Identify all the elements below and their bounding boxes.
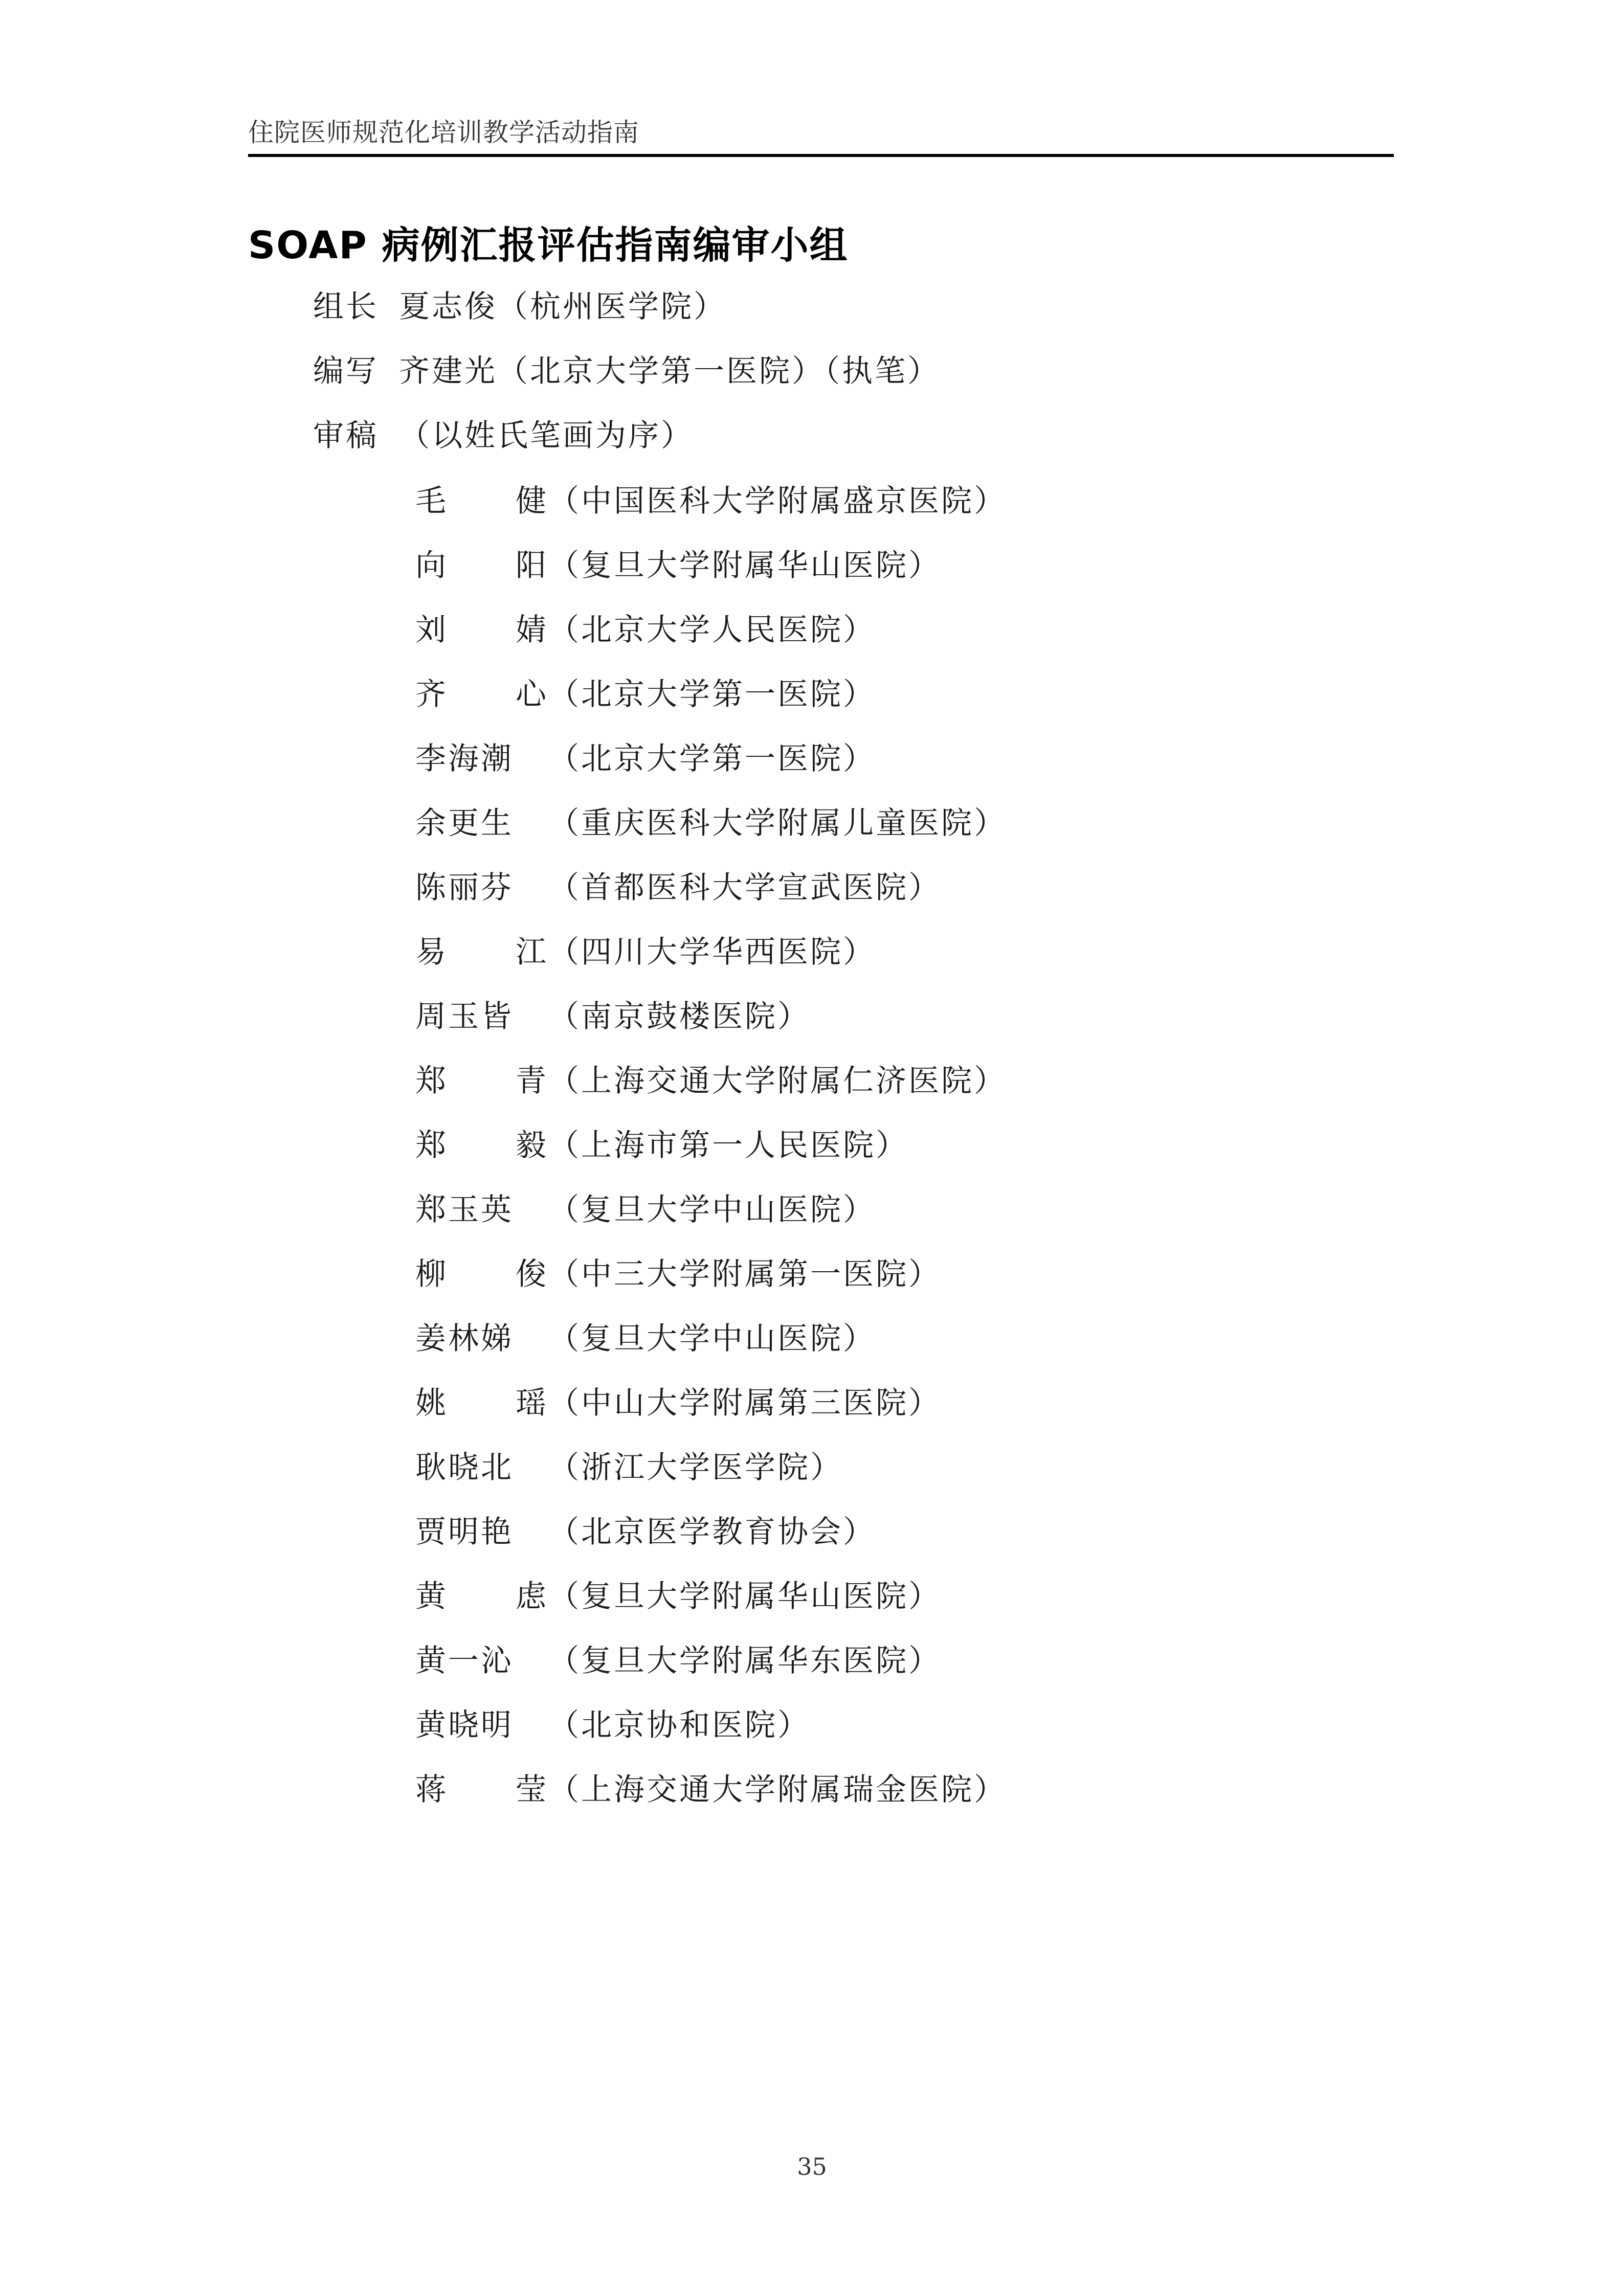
reviewer-item xyxy=(415,867,1007,932)
running-header xyxy=(248,115,1394,157)
reviewer-name: 黄一沁 xyxy=(415,1643,514,1679)
reviewer-name: 齐心 xyxy=(415,677,548,712)
reviewer-name: 李海潮 xyxy=(415,741,514,777)
reviewer-affiliation: （复旦大学附属华山医院） xyxy=(548,1579,941,1614)
reviewers-heading-note: （以姓氏笔画为序） xyxy=(399,418,694,454)
reviewer-item xyxy=(415,1447,1007,1512)
reviewer-affiliation: （上海交通大学附属仁济医院） xyxy=(548,1063,1007,1099)
reviewer-affiliation: （复旦大学中山医院） xyxy=(548,1192,876,1228)
reviewer-affiliation: （中三大学附属第一医院） xyxy=(548,1256,941,1292)
reviewer-item xyxy=(415,996,1007,1061)
reviewer-affiliation: （北京协和医院） xyxy=(548,1707,810,1743)
reviewer-name: 陈丽芬 xyxy=(415,870,514,906)
reviewer-name: 柳俊 xyxy=(415,1256,548,1292)
reviewer-affiliation: （上海市第一人民医院） xyxy=(548,1128,908,1163)
writer-line xyxy=(313,351,940,392)
writer-value: 齐建光（北京大学第一医院）（执笔） xyxy=(399,353,940,389)
reviewer-item xyxy=(415,1640,1007,1705)
reviewer-name: 刘婧 xyxy=(415,612,548,648)
reviewer-affiliation: （复旦大学附属华东医院） xyxy=(548,1643,941,1679)
reviewers-heading-line xyxy=(313,415,694,456)
reviewer-item xyxy=(415,674,1007,738)
reviewer-name: 向阳 xyxy=(415,548,548,583)
reviewer-item xyxy=(415,1318,1007,1383)
reviewer-item xyxy=(415,932,1007,996)
reviewer-name: 余更生 xyxy=(415,805,514,841)
reviewer-affiliation: （重庆医科大学附属儿童医院） xyxy=(548,805,1007,841)
reviewer-affiliation: （北京医学教育协会） xyxy=(548,1514,876,1550)
reviewer-affiliation: （浙江大学医学院） xyxy=(548,1450,843,1485)
reviewer-item xyxy=(415,803,1007,867)
reviewer-name: 姜林娣 xyxy=(415,1321,514,1357)
reviewer-item xyxy=(415,545,1007,610)
leader-value: 夏志俊（杭州医学院） xyxy=(399,289,726,325)
leader-label: 组长 xyxy=(313,289,379,325)
reviewer-item xyxy=(415,1061,1007,1125)
leader-line xyxy=(313,286,726,327)
reviewer-item xyxy=(415,738,1007,803)
reviewer-item xyxy=(415,1576,1007,1640)
reviewer-item xyxy=(415,481,1007,545)
reviewer-affiliation: （南京鼓楼医院） xyxy=(548,999,810,1034)
reviewer-name: 蒋莹 xyxy=(415,1772,548,1808)
reviewer-name: 耿晓北 xyxy=(415,1450,514,1485)
reviewer-item xyxy=(415,1254,1007,1318)
writer-label: 编写 xyxy=(313,353,379,389)
reviewer-item xyxy=(415,610,1007,674)
reviewer-affiliation: （中山大学附属第三医院） xyxy=(548,1385,941,1421)
reviewer-affiliation: （北京大学人民医院） xyxy=(548,612,876,648)
reviewer-name: 周玉皆 xyxy=(415,999,514,1034)
reviewer-list xyxy=(415,481,1007,1834)
reviewer-item xyxy=(415,1705,1007,1769)
reviewer-item xyxy=(415,1189,1007,1254)
reviewer-affiliation: （首都医科大学宣武医院） xyxy=(548,870,941,906)
reviewer-affiliation: （复旦大学中山医院） xyxy=(548,1321,876,1357)
reviewer-name: 郑青 xyxy=(415,1063,548,1099)
reviewer-name: 易江 xyxy=(415,934,548,970)
reviewer-item xyxy=(415,1769,1007,1834)
reviewer-item xyxy=(415,1512,1007,1576)
reviewer-affiliation: （四川大学华西医院） xyxy=(548,934,876,970)
reviewer-name: 郑玉英 xyxy=(415,1192,514,1228)
reviewer-name: 贾明艳 xyxy=(415,1514,514,1550)
reviewer-name: 郑毅 xyxy=(415,1128,548,1163)
reviewer-item xyxy=(415,1383,1007,1447)
section-title: SOAP 病例汇报评估指南编审小组 xyxy=(248,223,849,267)
reviewer-affiliation: （复旦大学附属华山医院） xyxy=(548,548,941,583)
reviewer-affiliation: （中国医科大学附属盛京医院） xyxy=(548,483,1007,519)
reviewer-name: 黄虑 xyxy=(415,1579,548,1614)
reviewer-affiliation: （上海交通大学附属瑞金医院） xyxy=(548,1772,1007,1808)
reviewers-heading-label: 审稿 xyxy=(313,418,379,454)
reviewer-affiliation: （北京大学第一医院） xyxy=(548,677,876,712)
reviewer-item xyxy=(415,1125,1007,1189)
reviewer-affiliation: （北京大学第一医院） xyxy=(548,741,876,777)
reviewer-name: 黄晓明 xyxy=(415,1707,514,1743)
reviewer-name: 毛健 xyxy=(415,483,548,519)
running-title: 住院医师规范化培训教学活动指南 xyxy=(248,118,639,147)
page-number: 35 xyxy=(797,2153,827,2180)
reviewer-name: 姚瑶 xyxy=(415,1385,548,1421)
